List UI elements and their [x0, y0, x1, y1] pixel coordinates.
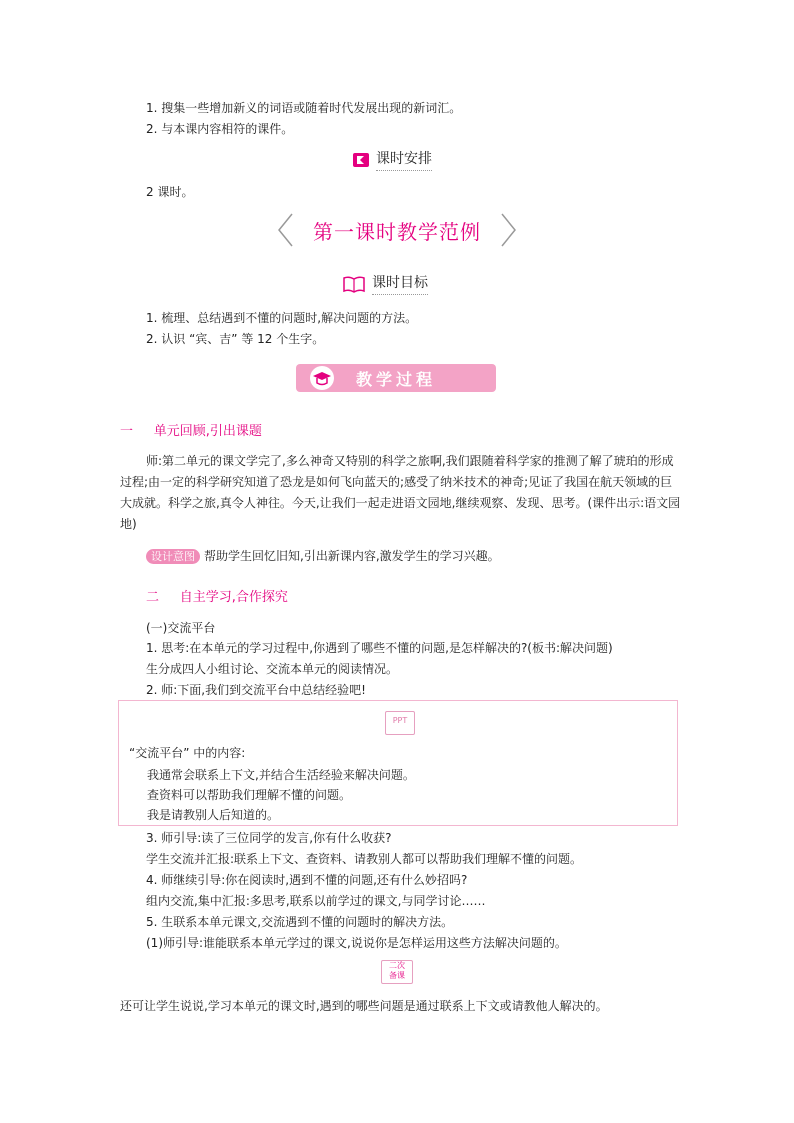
final-note: 还可让学生说说,学习本单元的课文时,遇到的哪些问题是通过联系上下文或请教他人解决的。 [120, 999, 608, 1013]
ppt-item-1: 我通常会联系上下文,并结合生活经验来解决问题。 [147, 768, 415, 782]
section2-line-6: 学生交流并汇报:联系上下文、查资料、请教别人都可以帮助我们理解不懂的问题。 [146, 852, 583, 866]
section1-para-1: 师:第二单元的课文学完了,多么神奇又特别的科学之旅啊,我们跟随着科学家的推测了解了琥珀的形成 [146, 454, 674, 468]
ppt-icon: PPT [385, 711, 415, 735]
section1-title: 单元回顾,引出课题 [153, 424, 262, 439]
section2-title: 自主学习,合作探究 [179, 590, 288, 605]
section1-num: 一 [120, 424, 134, 439]
prep-item-1: 1. 搜集一些增加新义的词语或随着时代发展出现的新词汇。 [146, 101, 462, 115]
second-prep-line-2: 备课 [389, 971, 405, 980]
ppt-content-box [118, 700, 678, 826]
ppt-title: “交流平台” 中的内容: [129, 746, 246, 760]
prep-item-2: 2. 与本课内容相符的课件。 [146, 122, 294, 136]
section1-para-2: 过程;由一定的科学研究知道了恐龙是如何飞向蓝天的;感受了纳米技术的神奇;见证了我国在航天领域的巨 [120, 475, 673, 489]
goal-item-1: 1. 梳理、总结遇到不懂的问题时,解决问题的方法。 [146, 311, 418, 325]
goal-item-2: 2. 认识 “宾、吉” 等 12 个生字。 [146, 332, 325, 346]
bookmark-icon [352, 152, 370, 168]
second-prep-badge [381, 960, 413, 984]
schedule-heading-label: 课时安排 [376, 148, 432, 171]
section2-line-10: (1)师引导:谁能联系本单元学过的课文,说说你是怎样运用这些方法解决问题的。 [146, 936, 567, 950]
section2-line-8: 组内交流,集中汇报:多思考,联系以前学过的课文,与同学讨论…… [146, 894, 486, 908]
schedule-heading [352, 148, 432, 171]
goals-heading [342, 272, 428, 295]
section1-para-4: 地) [120, 517, 137, 531]
section2-num: 二 [146, 590, 160, 605]
second-prep-line-1: 二次 [389, 961, 405, 970]
section1-heading [120, 424, 262, 440]
section2-line-7: 4. 师继续引导:你在阅读时,遇到不懂的问题,还有什么妙招吗? [146, 873, 468, 887]
section2-line-2: 1. 思考:在本单元的学习过程中,你遇到了哪些不懂的问题,是怎样解决的?(板书:解决问题) [146, 641, 613, 655]
chevron-left-icon [276, 212, 294, 248]
section2-line-3: 生分成四人小组讨论、交流本单元的阅读情况。 [146, 662, 399, 676]
ppt-item-3: 我是请教别人后知道的。 [147, 808, 280, 822]
design-text: 帮助学生回忆旧知,引出新课内容,激发学生的学习兴趣。 [204, 549, 500, 563]
chevron-right-icon [500, 212, 518, 248]
lesson-title-text: 第一课时教学范例 [313, 219, 481, 244]
section2-line-5: 3. 师引导:读了三位同学的发言,你有什么收获? [146, 831, 392, 845]
section2-line-4: 2. 师:下面,我们到交流平台中总结经验吧! [146, 683, 366, 697]
graduation-cap-icon [310, 366, 334, 390]
design-intent [146, 548, 500, 564]
ppt-item-2: 查资料可以帮助我们理解不懂的问题。 [147, 788, 352, 802]
schedule-text: 2 课时。 [146, 185, 194, 199]
section2-line-9: 5. 生联系本单元课文,交流遇到不懂的问题时的解决方法。 [146, 915, 454, 929]
lesson-title [276, 212, 518, 248]
process-label: 教学过程 [355, 369, 436, 389]
design-badge: 设计意图 [146, 549, 200, 564]
process-banner [296, 364, 496, 392]
section2-heading [146, 590, 288, 606]
goals-heading-label: 课时目标 [372, 272, 428, 295]
open-book-icon [342, 275, 366, 293]
section1-para-3: 大成就。科学之旅,真令人神往。今天,让我们一起走进语文园地,继续观察、发现、思考。(课件出示:语文园 [120, 496, 681, 510]
section2-line-1: (一)交流平台 [146, 621, 216, 635]
